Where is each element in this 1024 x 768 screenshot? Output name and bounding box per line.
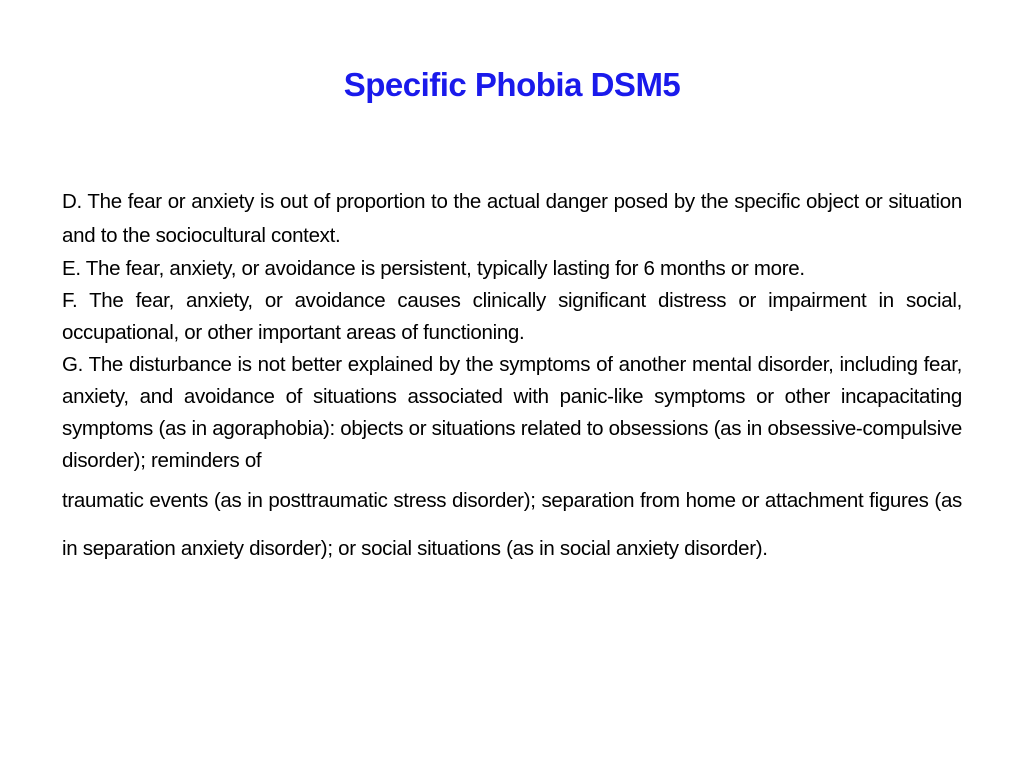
criterion-f: F. The fear, anxiety, or avoidance causes clinically significant distress or impairment in social, occupational, or other important areas of functioning. <box>62 289 962 344</box>
slide-title: Specific Phobia DSM5 <box>343 66 681 103</box>
criterion-e: E. The fear, anxiety, or avoidance is persistent, typically lasting for 6 months or more. <box>62 257 805 280</box>
criterion-g: G. The disturbance is not better explained by the symptoms of another mental disorder, including fear, anxiety, and avoidance of situations associated with panic-like symptoms or other incapacitating symptoms (as in agoraphobia): objects or situations related to obsessions (as in obsessive-compulsive disorder); reminders of <box>62 353 962 472</box>
criterion-d: D. The fear or anxiety is out of proportion to the actual danger posed by the specific object or situation and to the sociocultural context. <box>62 190 962 247</box>
criteria-list <box>62 185 962 572</box>
criterion-g-continued: traumatic events (as in posttraumatic stress disorder); separation from home or attachment figures (as in separation anxiety disorder); or social situations (as in social anxiety disorder). <box>62 489 962 560</box>
